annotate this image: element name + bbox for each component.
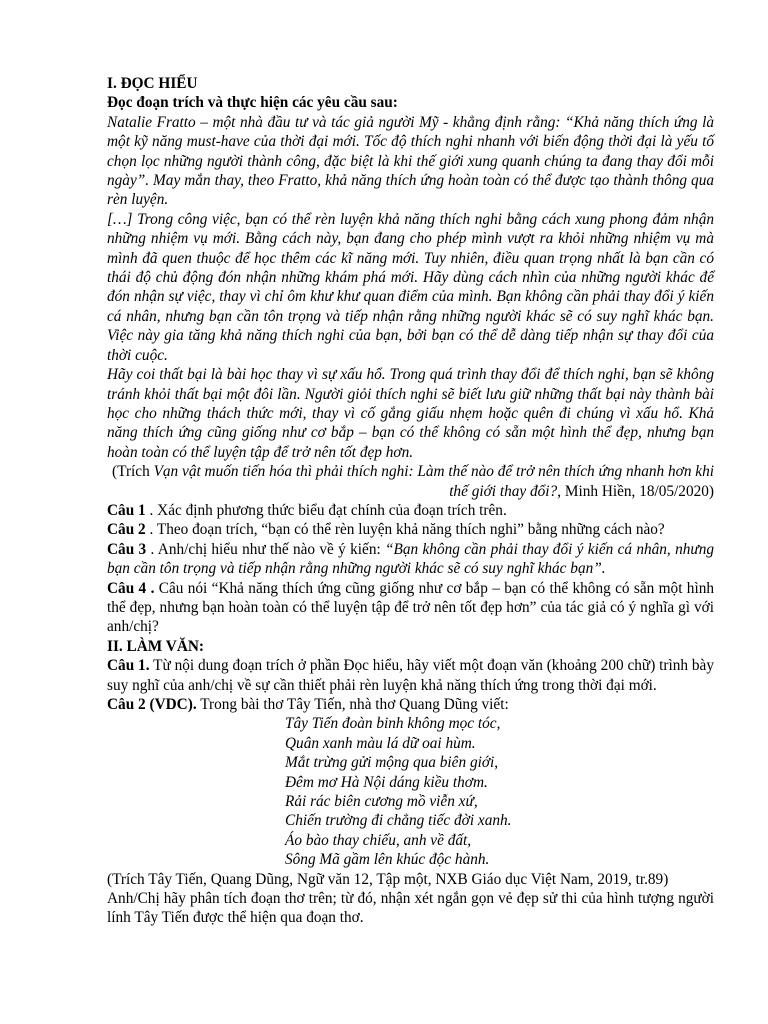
- poem-line: Áo bào thay chiếu, anh về đất,: [285, 831, 472, 849]
- writing-question-2-label: Câu 2 (VDC).: [107, 696, 197, 713]
- question-3-text: . Anh/chị hiểu như thế nào về ý kiến:: [146, 540, 386, 558]
- passage-paragraph-2: […] Trong công việc, bạn có thể rèn luyện khả năng thích nghi bằng cách xung phong đảm nhận những nhiệm vụ mới. Bằng cách này, bạn đang cho phép mình vượt ra khỏi những nhiệm vụ mà mình đã quen thuộc để học thêm các kĩ năng mới. Tuy nhiên, điều quan trọng nhất là bạn cần có thái độ chủ động đón nhận những khám phá mới. Hãy dùng cách nhìn của những người khác để đón nhận sự việc, thay vì chỉ ôm khư khư quan điểm của mình. Bạn không cần phải thay đổi ý kiến cá nhân, nhưng bạn cần tôn trọng và tiếp nhận rằng những người khác sẽ có suy nghĩ khác bạn. Việc này gia tăng khả năng thích nghi của bạn, bởi bạn có thể dễ dàng tiếp nhận sự thay đổi của thời cuộc.: [107, 210, 714, 364]
- writing-question-2: [107, 695, 714, 714]
- passage-paragraph-3: Hãy coi thất bại là bài học thay vì sự xấu hổ. Trong quá trình thay đổi để thích nghi, bạn sẽ không tránh khỏi thất bại một đôi lần. Người giỏi thích nghi sẽ biết lưu giữ những thất bại này thành bài học cho những thách thức mới, thay vì cố gắng giấu nhẹm hoặc quên đi chúng vì xấu hổ. Khả năng thích ứng cũng giống như cơ bắp – bạn có thể không có sẵn một hình thể đẹp, nhưng bạn hoàn toàn có thể luyện tập để trở nên tốt đẹp hơn.: [107, 366, 714, 461]
- poem-line: Chiến trường đi chẳng tiếc đời xanh.: [285, 812, 512, 830]
- poem-line: Tây Tiến đoàn binh không mọc tóc,: [285, 715, 501, 733]
- source-prefix: (Trích: [112, 463, 154, 481]
- source-suffix: , Minh Hiền, 18/05/2020): [557, 482, 714, 500]
- question-4-label: Câu 4 .: [107, 579, 155, 597]
- question-4: [107, 579, 714, 637]
- writing-question-1-label: Câu 1.: [107, 657, 150, 675]
- question-1-text: . Xác định phương thức biểu đạt chính của đoạn trích trên.: [145, 501, 507, 519]
- poem-line: Sông Mã gầm lên khúc độc hành.: [285, 851, 490, 869]
- writing-question-1: [107, 656, 714, 695]
- poem-line: Rải rác biên cương mồ viễn xứ,: [285, 793, 478, 811]
- reading-instruction: Đọc đoạn trích và thực hiện các yêu cầu sau:: [107, 94, 398, 112]
- writing-question-2-text: Trong bài thơ Tây Tiến, nhà thơ Quang Dũng viết:: [196, 696, 509, 713]
- poem-line: Quân xanh màu lá dữ oai hùm.: [285, 734, 476, 752]
- writing-task: Anh/Chị hãy phân tích đoạn thơ trên; từ đó, nhận xét ngắn gọn vẻ đẹp sử thi của hình tượng người lính Tây Tiến được thể hiện qua đoạn thơ.: [107, 890, 714, 927]
- question-3-label: Câu 3: [107, 540, 147, 558]
- passage-source: [107, 462, 714, 501]
- section-2-heading: II. LÀM VĂN:: [107, 637, 205, 655]
- section-1-heading: I. ĐỌC HIỂU: [107, 75, 198, 92]
- exam-document: [107, 74, 714, 928]
- poem-line: Mắt trừng gửi mộng qua biên giới,: [285, 754, 499, 772]
- passage-paragraph-1: Natalie Fratto – một nhà đầu tư và tác giả người Mỹ - khẳng định rằng: “Khả năng thích ứng là một kỹ năng must-have của thời đại mới. Tốc độ thích nghi nhanh với biến động thời đại là yếu tố chọn lọc những người thành công, đặc biệt là khi thế giới xung quanh chúng ta đang thay đổi mỗi ngày”. May mắn thay, theo Fratto, khả năng thích ứng hoàn toàn có thể được tạo thành thông qua rèn luyện.: [107, 113, 714, 209]
- question-1: [107, 501, 714, 520]
- question-3: [107, 540, 714, 579]
- writing-question-1-text: Từ nội dung đoạn trích ở phần Đọc hiểu, hãy viết một đoạn văn (khoảng 200 chữ) trình bày suy nghĩ của anh/chị về sự cần thiết phải rèn luyện khả năng thích ứng trong thời đại mới.: [107, 657, 714, 694]
- question-2-label: Câu 2: [107, 521, 146, 539]
- source-title: Vạn vật muốn tiến hóa thì phải thích nghi: Làm thế nào để trở nên thích ứng nhanh hơn khi thế giới thay đổi?: [153, 463, 714, 500]
- poem-source: (Trích Tây Tiến, Quang Dũng, Ngữ văn 12, Tập một, NXB Giáo dục Việt Nam, 2019, tr.89): [107, 870, 669, 888]
- poem-line: Đêm mơ Hà Nội dáng kiều thơm.: [285, 773, 488, 791]
- poem-excerpt: [107, 714, 714, 869]
- question-3-quote: “Bạn không cần phải thay đổi ý kiến cá nhân, nhưng bạn cần tôn trọng và tiếp nhận rằng những người khác sẽ có suy nghĩ khác bạn”.: [107, 540, 715, 578]
- question-4-text: Câu nói “Khả năng thích ứng cũng giống như cơ bắp – bạn có thể không có sẵn một hình thể đẹp, nhưng bạn hoàn toàn có thể luyện tập để trở nên tốt đẹp hơn” của tác giả có ý nghĩa gì với anh/chị?: [107, 579, 714, 636]
- question-1-label: Câu 1: [107, 501, 146, 519]
- question-2: [107, 520, 714, 539]
- question-2-text: . Theo đoạn trích, “bạn có thể rèn luyện khả năng thích nghi” bằng những cách nào?: [145, 521, 665, 539]
